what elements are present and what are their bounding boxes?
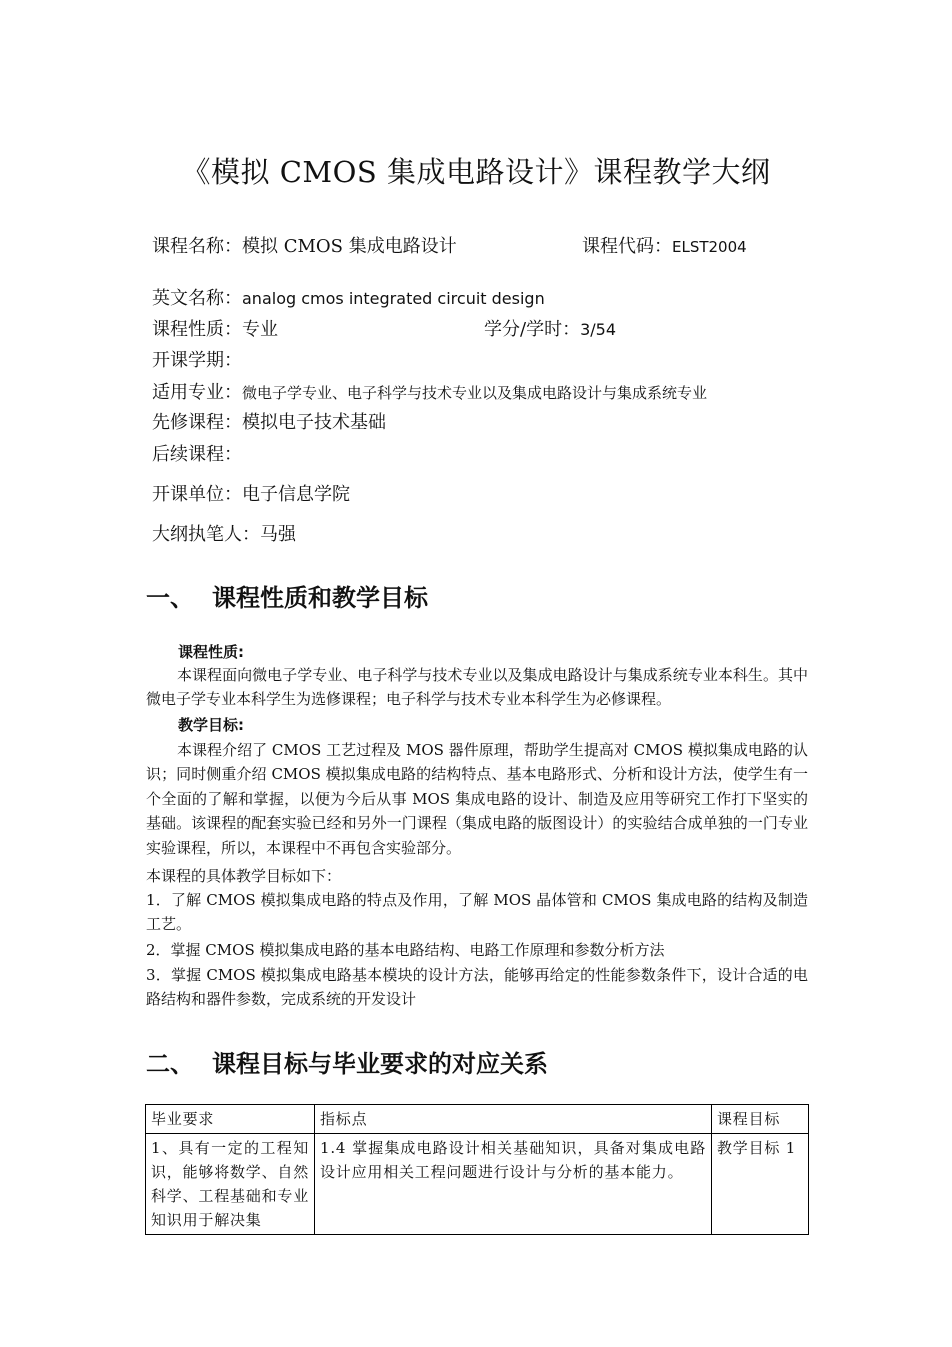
course-code-label: 课程代码： bbox=[582, 236, 672, 257]
semester-row bbox=[152, 346, 242, 372]
table-header-cell: 毕业要求 bbox=[146, 1105, 315, 1134]
course-nature-row bbox=[152, 315, 278, 341]
prerequisite-value: 模拟电子技术基础 bbox=[242, 412, 386, 433]
section2-title: 课程目标与毕业要求的对应关系 bbox=[212, 1050, 548, 1078]
credits-value: 3/54 bbox=[580, 320, 617, 339]
section2-number: 二、 bbox=[146, 1050, 194, 1078]
prerequisite-row bbox=[152, 408, 386, 434]
course-name-value: 模拟 CMOS 集成电路设计 bbox=[242, 236, 457, 257]
author-row bbox=[152, 520, 296, 546]
majors-value: 微电子学专业、电子科学与技术专业以及集成电路设计与集成系统专业 bbox=[242, 384, 708, 402]
credits-row bbox=[484, 315, 616, 341]
table-header-cell: 课程目标 bbox=[712, 1105, 809, 1134]
requirements-table bbox=[145, 1104, 809, 1235]
english-name-value: analog cmos integrated circuit design bbox=[242, 289, 545, 308]
teaching-goals-heading: 教学目标: bbox=[178, 716, 244, 734]
credits-label: 学分/学时： bbox=[484, 319, 581, 340]
followup-label: 后续课程： bbox=[152, 444, 242, 465]
unit-value: 电子信息学院 bbox=[242, 484, 350, 505]
course-code-row bbox=[582, 232, 747, 258]
majors-label: 适用专业： bbox=[152, 382, 242, 403]
course-nature-heading: 课程性质: bbox=[178, 643, 244, 661]
course-code-value: ELST2004 bbox=[672, 238, 747, 256]
table-header-cell: 指标点 bbox=[315, 1105, 712, 1134]
course-name-label: 课程名称： bbox=[152, 236, 242, 257]
majors-row bbox=[152, 378, 707, 404]
section1-title: 课程性质和教学目标 bbox=[212, 584, 428, 612]
author-value: 马强 bbox=[260, 524, 296, 545]
course-goal-cell: 教学目标 1 bbox=[712, 1134, 809, 1235]
section2-heading bbox=[146, 1044, 548, 1079]
semester-label: 开课学期： bbox=[152, 350, 242, 371]
document-title: 《模拟 CMOS 集成电路设计》课程教学大纲 bbox=[181, 155, 771, 189]
english-name-label: 英文名称： bbox=[152, 288, 242, 309]
course-nature-label: 课程性质： bbox=[152, 319, 242, 340]
author-label: 大纲执笔人： bbox=[152, 524, 260, 545]
goal-item-2: 2．掌握 CMOS 模拟集成电路的基本电路结构、电路工作原理和参数分析方法 bbox=[146, 941, 665, 959]
prerequisite-label: 先修课程： bbox=[152, 412, 242, 433]
followup-row bbox=[152, 440, 242, 466]
section1-heading bbox=[146, 578, 428, 613]
course-name-row bbox=[152, 232, 457, 258]
teaching-goals-paragraph: 本课程介绍了 CMOS 工艺过程及 MOS 器件原理，帮助学生提高对 CMOS 模拟集成电路的认识；同时侧重介绍 CMOS 模拟集成电路的结构特点、基本电路形式、分析和设计方法，使学生有一个全面的了解和掌握，以便为今后从事 MOS 集成电路的设计、制造及应用等研究工作打下坚实的基础。该课程的配套实验已经和另外一门课程（集成电路的版图设计）的实验结合成单独的一门专业实验课程，所以，本课程中不再包含实验部分。 bbox=[146, 741, 808, 857]
goals-intro: 本课程的具体教学目标如下： bbox=[146, 867, 342, 885]
requirement-cell: 1、具有一定的工程知识，能够将数学、自然科学、工程基础和专业知识用于解决集 bbox=[146, 1134, 315, 1235]
table-header-row bbox=[146, 1105, 809, 1134]
course-nature-paragraph: 本课程面向微电子学专业、电子科学与技术专业以及集成电路设计与集成系统专业本科生。其中微电子学专业本科学生为选修课程；电子科学与技术专业本科学生为必修课程。 bbox=[146, 666, 808, 709]
goal-item-1: 1．了解 CMOS 模拟集成电路的特点及作用，了解 MOS 晶体管和 CMOS 集成电路的结构及制造工艺。 bbox=[146, 891, 808, 934]
goal-item-3: 3．掌握 CMOS 模拟集成电路基本模块的设计方法，能够再给定的性能参数条件下，设计合适的电路结构和器件参数，完成系统的开发设计 bbox=[146, 966, 808, 1009]
course-nature-value: 专业 bbox=[242, 319, 278, 340]
english-name-row bbox=[152, 284, 545, 310]
section1-number: 一、 bbox=[146, 584, 194, 612]
unit-label: 开课单位： bbox=[152, 484, 242, 505]
unit-row bbox=[152, 480, 350, 506]
indicator-cell: 1.4 掌握集成电路设计相关基础知识，具备对集成电路设计应用相关工程问题进行设计与分析的基本能力。 bbox=[315, 1134, 712, 1235]
table-row bbox=[146, 1134, 809, 1235]
